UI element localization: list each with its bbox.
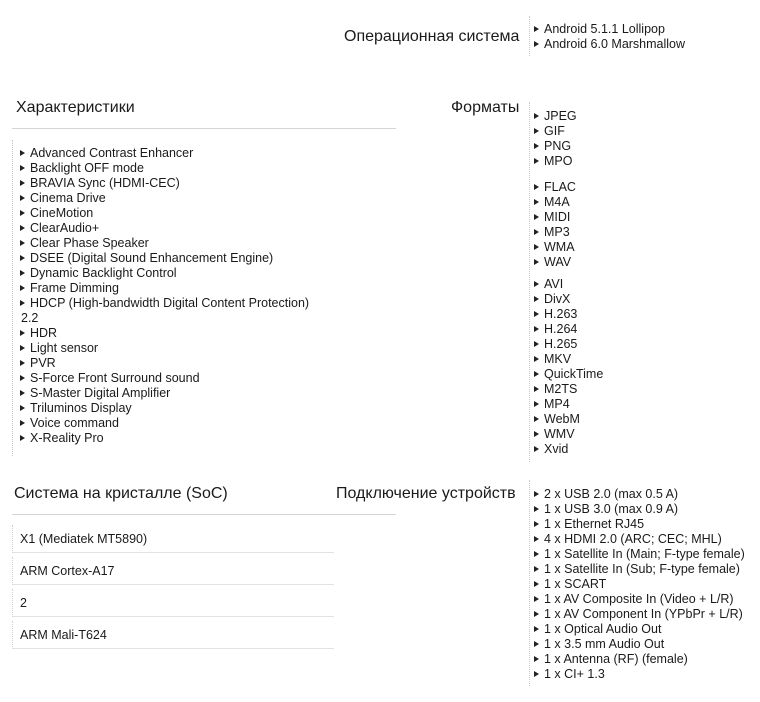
list-item [533, 352, 603, 367]
list-item [19, 386, 309, 401]
list-item-text: MP3 [544, 225, 570, 239]
bullet-triangle-icon [534, 416, 539, 422]
list-item [533, 292, 603, 307]
bullet-triangle-icon [534, 184, 539, 190]
list-item [533, 442, 603, 457]
list-item-text: 1 x Optical Audio Out [544, 622, 662, 636]
formats-label: Форматы [451, 99, 520, 116]
bullet-triangle-icon [534, 671, 539, 677]
list-item [533, 652, 745, 667]
list-item-text: QuickTime [544, 367, 604, 381]
list-item [19, 146, 309, 161]
bullet-triangle-icon [534, 281, 539, 287]
list-item-text: 1 x USB 3.0 (max 0.9 A) [544, 502, 679, 516]
list-item-text: WebM [544, 412, 580, 426]
bullet-triangle-icon [20, 345, 25, 351]
list-item [533, 592, 745, 607]
list-item-text: MKV [544, 352, 572, 366]
list-item [19, 236, 309, 251]
os-list [533, 22, 685, 52]
soc-cell-gpu: ARM Mali-T624 [12, 621, 334, 649]
list-item [533, 277, 603, 292]
list-item-text: Backlight OFF mode [30, 161, 144, 175]
features-list [19, 146, 309, 446]
list-item [533, 577, 745, 592]
list-item [19, 281, 309, 296]
bullet-triangle-icon [20, 405, 25, 411]
list-item [533, 667, 745, 682]
soc-label: Система на кристалле (SoC) [14, 485, 228, 502]
connectivity-label: Подключение устройств [336, 485, 516, 502]
list-item-text: H.265 [544, 337, 578, 351]
features-underline [12, 128, 396, 129]
list-item [533, 22, 685, 37]
list-item-text: Dynamic Backlight Control [30, 266, 177, 280]
bullet-triangle-icon [534, 128, 539, 134]
list-item-text: S-Master Digital Amplifier [30, 386, 171, 400]
list-item-text: JPEG [544, 109, 577, 123]
bullet-triangle-icon [20, 255, 25, 261]
bullet-triangle-icon [534, 26, 539, 32]
list-item-text: Cinema Drive [30, 191, 106, 205]
features-label: Характеристики [16, 99, 135, 116]
list-item [533, 154, 577, 169]
list-item [19, 341, 309, 356]
bullet-triangle-icon [534, 641, 539, 647]
list-item [533, 532, 745, 547]
list-item-text: DSEE (Digital Sound Enhancement Engine) [30, 251, 274, 265]
list-item-text: M2TS [544, 382, 578, 396]
connectivity-list [533, 487, 745, 682]
bullet-triangle-icon [534, 581, 539, 587]
bullet-triangle-icon [534, 431, 539, 437]
bullet-triangle-icon [20, 435, 25, 441]
list-item-text: Clear Phase Speaker [30, 236, 149, 250]
formats-audio-list [533, 180, 576, 270]
list-item-text: 1 x SCART [544, 577, 607, 591]
list-item-text: Voice command [30, 416, 119, 430]
list-item [533, 307, 603, 322]
list-item [533, 502, 745, 517]
list-item [533, 37, 685, 52]
list-item-text: GIF [544, 124, 565, 138]
bullet-triangle-icon [20, 195, 25, 201]
soc-cell-cores: 2 [12, 589, 334, 617]
list-item-text: WMA [544, 240, 575, 254]
bullet-triangle-icon [534, 229, 539, 235]
list-item-text: CineMotion [30, 206, 94, 220]
connectivity-divider [529, 480, 530, 686]
list-item-text: PVR [30, 356, 56, 370]
list-item [19, 326, 309, 341]
list-item-text: 1 x Satellite In (Sub; F-type female) [544, 562, 740, 576]
list-item [533, 397, 603, 412]
list-item-text: ClearAudio+ [30, 221, 100, 235]
bullet-triangle-icon [20, 285, 25, 291]
bullet-triangle-icon [20, 180, 25, 186]
list-item [19, 221, 309, 236]
os-divider [529, 16, 530, 56]
bullet-triangle-icon [20, 165, 25, 171]
list-item [533, 210, 576, 225]
list-item [533, 382, 603, 397]
list-item [533, 547, 745, 562]
formats-video-list [533, 277, 603, 457]
bullet-triangle-icon [20, 360, 25, 366]
bullet-triangle-icon [534, 113, 539, 119]
list-item [19, 206, 309, 221]
bullet-triangle-icon [534, 596, 539, 602]
os-item: Android 6.0 Marshmallow [544, 37, 686, 51]
list-item [19, 431, 309, 446]
list-item-text: HDCP (High-bandwidth Digital Content Protection) [30, 296, 310, 310]
list-item [19, 416, 309, 431]
list-item [19, 191, 309, 206]
bullet-triangle-icon [534, 41, 539, 47]
list-item-text: WMV [544, 427, 575, 441]
list-item [533, 180, 576, 195]
list-item-text: FLAC [544, 180, 576, 194]
formats-divider [529, 102, 530, 462]
list-item-text: 1 x Antenna (RF) (female) [544, 652, 688, 666]
bullet-triangle-icon [534, 259, 539, 265]
bullet-triangle-icon [534, 311, 539, 317]
list-item [533, 139, 577, 154]
bullet-triangle-icon [534, 611, 539, 617]
list-item-text: 1 x CI+ 1.3 [544, 667, 605, 681]
list-item [533, 124, 577, 139]
list-item-text: H.264 [544, 322, 578, 336]
list-item-text: MPO [544, 154, 573, 168]
list-item-text: HDR [30, 326, 58, 340]
features-divider [12, 140, 13, 456]
bullet-triangle-icon [534, 296, 539, 302]
list-item [533, 225, 576, 240]
os-label: Операционная система [344, 28, 520, 45]
bullet-triangle-icon [534, 244, 539, 250]
list-item [533, 607, 745, 622]
bullet-triangle-icon [20, 240, 25, 246]
bullet-triangle-icon [534, 371, 539, 377]
bullet-triangle-icon [534, 158, 539, 164]
list-item [533, 255, 576, 270]
list-item [19, 251, 309, 266]
list-item [19, 161, 309, 176]
bullet-triangle-icon [20, 210, 25, 216]
bullet-triangle-icon [534, 521, 539, 527]
list-item [533, 109, 577, 124]
list-item [533, 562, 745, 577]
bullet-triangle-icon [534, 491, 539, 497]
list-item-text: 1 x AV Composite In (Video + L/R) [544, 592, 734, 606]
bullet-triangle-icon [20, 225, 25, 231]
list-item-text: 1 x Satellite In (Main; F-type female) [544, 547, 745, 561]
bullet-triangle-icon [534, 401, 539, 407]
list-item-text: Light sensor [30, 341, 99, 355]
bullet-triangle-icon [20, 300, 25, 306]
list-item-text: 2 x USB 2.0 (max 0.5 A) [544, 487, 679, 501]
list-item [533, 412, 603, 427]
bullet-triangle-icon [20, 375, 25, 381]
soc-cell-chip: X1 (Mediatek MT5890) [12, 525, 334, 553]
bullet-triangle-icon [534, 446, 539, 452]
list-item-text: Advanced Contrast Enhancer [30, 146, 194, 160]
list-item-text: 4 x HDMI 2.0 (ARC; CEC; MHL) [544, 532, 722, 546]
list-item-text: M4A [544, 195, 570, 209]
list-item [19, 356, 309, 371]
bullet-triangle-icon [20, 270, 25, 276]
bullet-triangle-icon [534, 386, 539, 392]
bullet-triangle-icon [534, 566, 539, 572]
list-item [533, 195, 576, 210]
list-item-text: PNG [544, 139, 572, 153]
list-item [533, 487, 745, 502]
bullet-triangle-icon [534, 341, 539, 347]
list-item-text: BRAVIA Sync (HDMI-CEC) [30, 176, 180, 190]
list-item [533, 322, 603, 337]
list-item [19, 266, 309, 281]
list-item-text: MIDI [544, 210, 571, 224]
list-item-text: DivX [544, 292, 571, 306]
list-item-text: AVI [544, 277, 564, 291]
list-item-text: H.263 [544, 307, 578, 321]
bullet-triangle-icon [534, 551, 539, 557]
bullet-triangle-icon [20, 390, 25, 396]
list-item-text: 2.2 [21, 311, 39, 325]
list-item-text: Triluminos Display [30, 401, 132, 415]
bullet-triangle-icon [534, 506, 539, 512]
bullet-triangle-icon [534, 143, 539, 149]
bullet-triangle-icon [534, 536, 539, 542]
bullet-triangle-icon [534, 356, 539, 362]
bullet-triangle-icon [20, 330, 25, 336]
list-item [533, 240, 576, 255]
os-item: Android 5.1.1 Lollipop [544, 22, 665, 36]
list-item [533, 517, 745, 532]
list-item [19, 371, 309, 386]
bullet-triangle-icon [534, 656, 539, 662]
list-item-text: 1 x Ethernet RJ45 [544, 517, 645, 531]
formats-image-list [533, 109, 577, 169]
list-item [19, 176, 309, 191]
bullet-triangle-icon [534, 214, 539, 220]
soc-cell-cpu: ARM Cortex-A17 [12, 557, 334, 585]
list-item [533, 427, 603, 442]
list-item [19, 296, 309, 311]
list-item-text: MP4 [544, 397, 570, 411]
list-item-text: 1 x 3.5 mm Audio Out [544, 637, 665, 651]
bullet-triangle-icon [534, 326, 539, 332]
list-item-text: S-Force Front Surround sound [30, 371, 200, 385]
bullet-triangle-icon [20, 150, 25, 156]
list-item [533, 337, 603, 352]
list-item [533, 367, 603, 382]
list-item-text: WAV [544, 255, 572, 269]
list-item [19, 311, 309, 326]
bullet-triangle-icon [534, 626, 539, 632]
soc-underline [12, 514, 396, 515]
list-item-text: X-Reality Pro [30, 431, 104, 445]
list-item [19, 401, 309, 416]
list-item-text: Frame Dimming [30, 281, 119, 295]
bullet-triangle-icon [534, 199, 539, 205]
list-item-text: Xvid [544, 442, 569, 456]
list-item [533, 637, 745, 652]
list-item-text: 1 x AV Component In (YPbPr + L/R) [544, 607, 743, 621]
bullet-triangle-icon [20, 420, 25, 426]
list-item [533, 622, 745, 637]
